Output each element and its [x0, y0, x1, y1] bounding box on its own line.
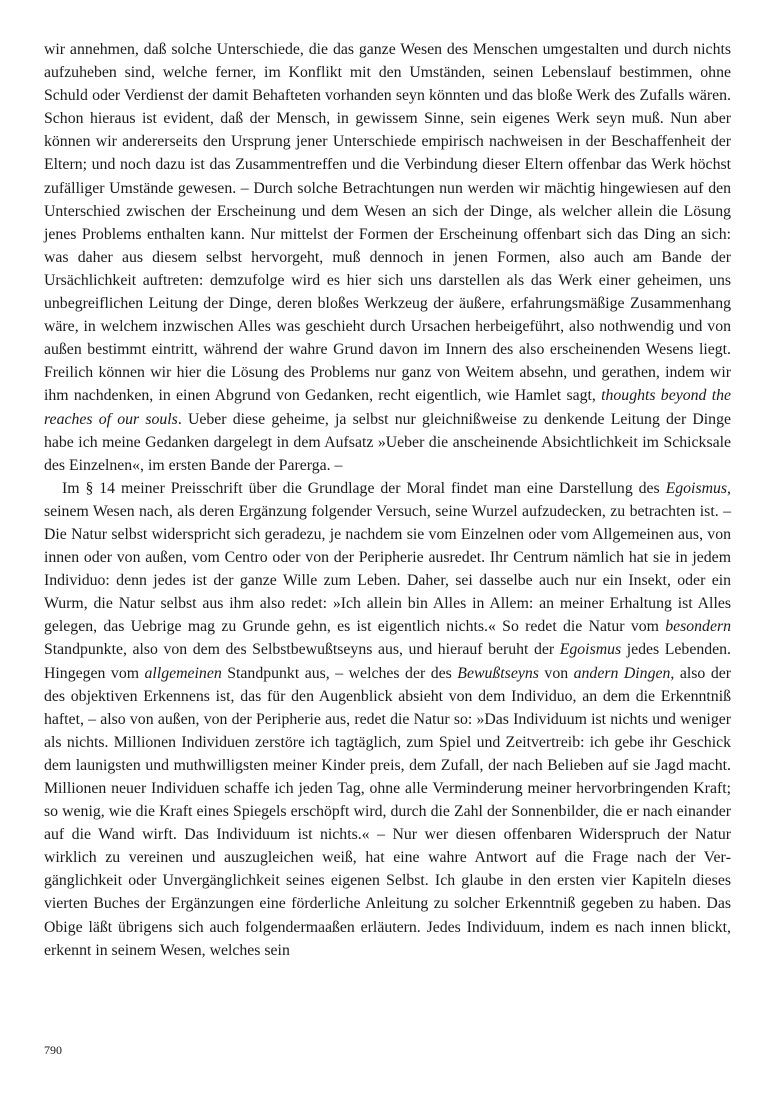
page-body [44, 38, 731, 962]
italic-text: thoughts beyond the reaches of our souls [44, 387, 731, 428]
text-run: , also der des objektiven Erkennens ist, das für den Augenblick absieht von dem Individuo, an dem die Erkenntniß haftet, – also von außen, von der Peripherie aus, redet die Natur so: »Das Individuum ist nichts und weniger als nichts. Millionen Individuen zerstöre ich tagtäglich, zum Spiel und Zeitvertreib: ich gebe ihr Geschick dem launigsten und muthwilligsten meiner Kinder preis, dem Zufall, der nach Belieben auf sie Jagd macht. Millionen neuer Individuen schaffe ich jeden Tag, ohne alle Verminderung meiner hervorbringenden Kraft; so wenig, wie die Kraft eines Spiegels erschöpft wird, durch die Zahl der Sonnenbilder, die er nach einander auf die Wand wirft. Das Individuum ist nichts.« – Nur wer diesen offenbaren Widerspruch der Natur wirklich zu vereinen und auszugleichen weiß, hat eine wahre Antwort auf die Frage nach der Vergänglichkeit oder Unvergänglichkeit seines eigenen Selbst. Ich glaube in den ersten vier Kapiteln dieses vierten Buches der Ergänzungen eine förderliche Anleitung zu solcher Erkenntniß gegeben zu haben. Das Obige läßt übrigens sich auch folgendermaaßen erläutern. Jedes Individuum, indem es nach innen blickt, erkennt in seinem Wesen, welches sein [44, 664, 731, 959]
text-run: von [538, 664, 574, 682]
text-run: . Ueber diese geheime, ja selbst nur gleichnißweise zu denkende Leitung der Dinge habe ich meine Gedanken dargelegt in dem Aufsatz »Ueber die anscheinende Absichtlichkeit im Schicksale des Einzelnen«, im ersten Bande der Parerga. – [44, 410, 731, 474]
italic-text: Bewußtseyns [457, 664, 539, 682]
paragraph-2 [44, 477, 731, 962]
italic-text: Egoismus [559, 641, 622, 659]
text-run: Im § 14 meiner Preisschrift über die Grundlage der Moral findet man eine Darstellung des [62, 479, 666, 497]
text-run: jedes Lebenden. Hingegen vom [44, 641, 731, 682]
italic-text: andern Dingen [573, 664, 671, 682]
paragraph-1 [44, 38, 731, 477]
text-run: Standpunkte, also von dem des Selbstbewußtseyns aus, und hierauf beruht der [44, 641, 560, 659]
text-run: , seinem Wesen nach, als deren Ergänzung folgender Versuch, seine Wurzel aufzudecken, zu betrachten ist. – Die Natur selbst widerspricht sich geradezu, je nachdem sie vom Einzelnen oder vom Allgemeinen aus, von innen oder von außen, vom Centro oder von der Peripherie ausredet. Ihr Centrum nämlich hat sie in jedem Individuo: denn jedes ist der ganze Wille zum Leben. Daher, sei dasselbe auch nur ein Insekt, oder ein Wurm, die Natur selbst aus ihm also redet: »Ich allein bin Alles in Allem: an meiner Erhaltung ist Alles gelegen, das Uebrige mag zu Grunde gehn, es ist eigentlich nichts.« So redet die Natur vom [44, 479, 731, 636]
italic-text: allgemeinen [144, 664, 222, 682]
text-run: wir annehmen, daß solche Unterschiede, die das ganze Wesen des Menschen umgestalten und durch nichts aufzuheben sind, welche ferner, im Konflikt mit den Umständen, seinen Lebenslauf bestimmen, ohne Schuld oder Verdienst der damit Behafteten vorhanden seyn könnten und das bloße Werk des Zufalls wären. Schon hieraus ist evident, daß der Mensch, in gewissem Sinne, sein eigenes Werk seyn muß. Nun aber können wir andererseits den Ursprung jener Unterschiede empirisch nachweisen in der Beschaffenheit der Eltern; und noch dazu ist das Zusammentreffen und die Verbindung dieser Eltern offenbar das Werk höchst zufälliger Umstände gewesen. – Durch solche Betrachtungen nun werden wir mächtig hingewiesen auf den Unterschied zwischen der Erscheinung und dem Wesen an sich der Dinge, als welcher allein die Lösung jenes Problems enthalten kann. Nur mittelst der Formen der Erscheinung offenbart sich das Ding an sich: was daher aus diesem selbst hervorgeht, muß dennoch in jenen Formen, also auch am Bande der Ursächlichkeit auftreten: demzufolge wird es hier sich uns darstellen als das Werk einer geheimen, uns unbegreiflichen Leitung der Dinge, deren bloßes Werkzeug der äußere, erfahrungsmäßige Zusammenhang wäre, in welchem inzwischen Alles was geschieht durch Ursachen herbeigeführt, also nothwendig und von außen bestimmt eintritt, während der wahre Grund davon im Innern des also erscheinenden Wesens liegt. Freilich können wir hier die Lösung des Problems nur ganz von Weitem absehn, und gerathen, indem wir ihm nachdenken, in einen Abgrund von Gedanken, recht eigentlich, wie Hamlet sagt, [44, 41, 731, 405]
italic-text: Egoismus [665, 479, 728, 497]
text-run: Standpunkt aus, – welches der des [221, 664, 458, 682]
page-number: 790 [44, 1043, 62, 1057]
italic-text: besondern [665, 618, 731, 636]
